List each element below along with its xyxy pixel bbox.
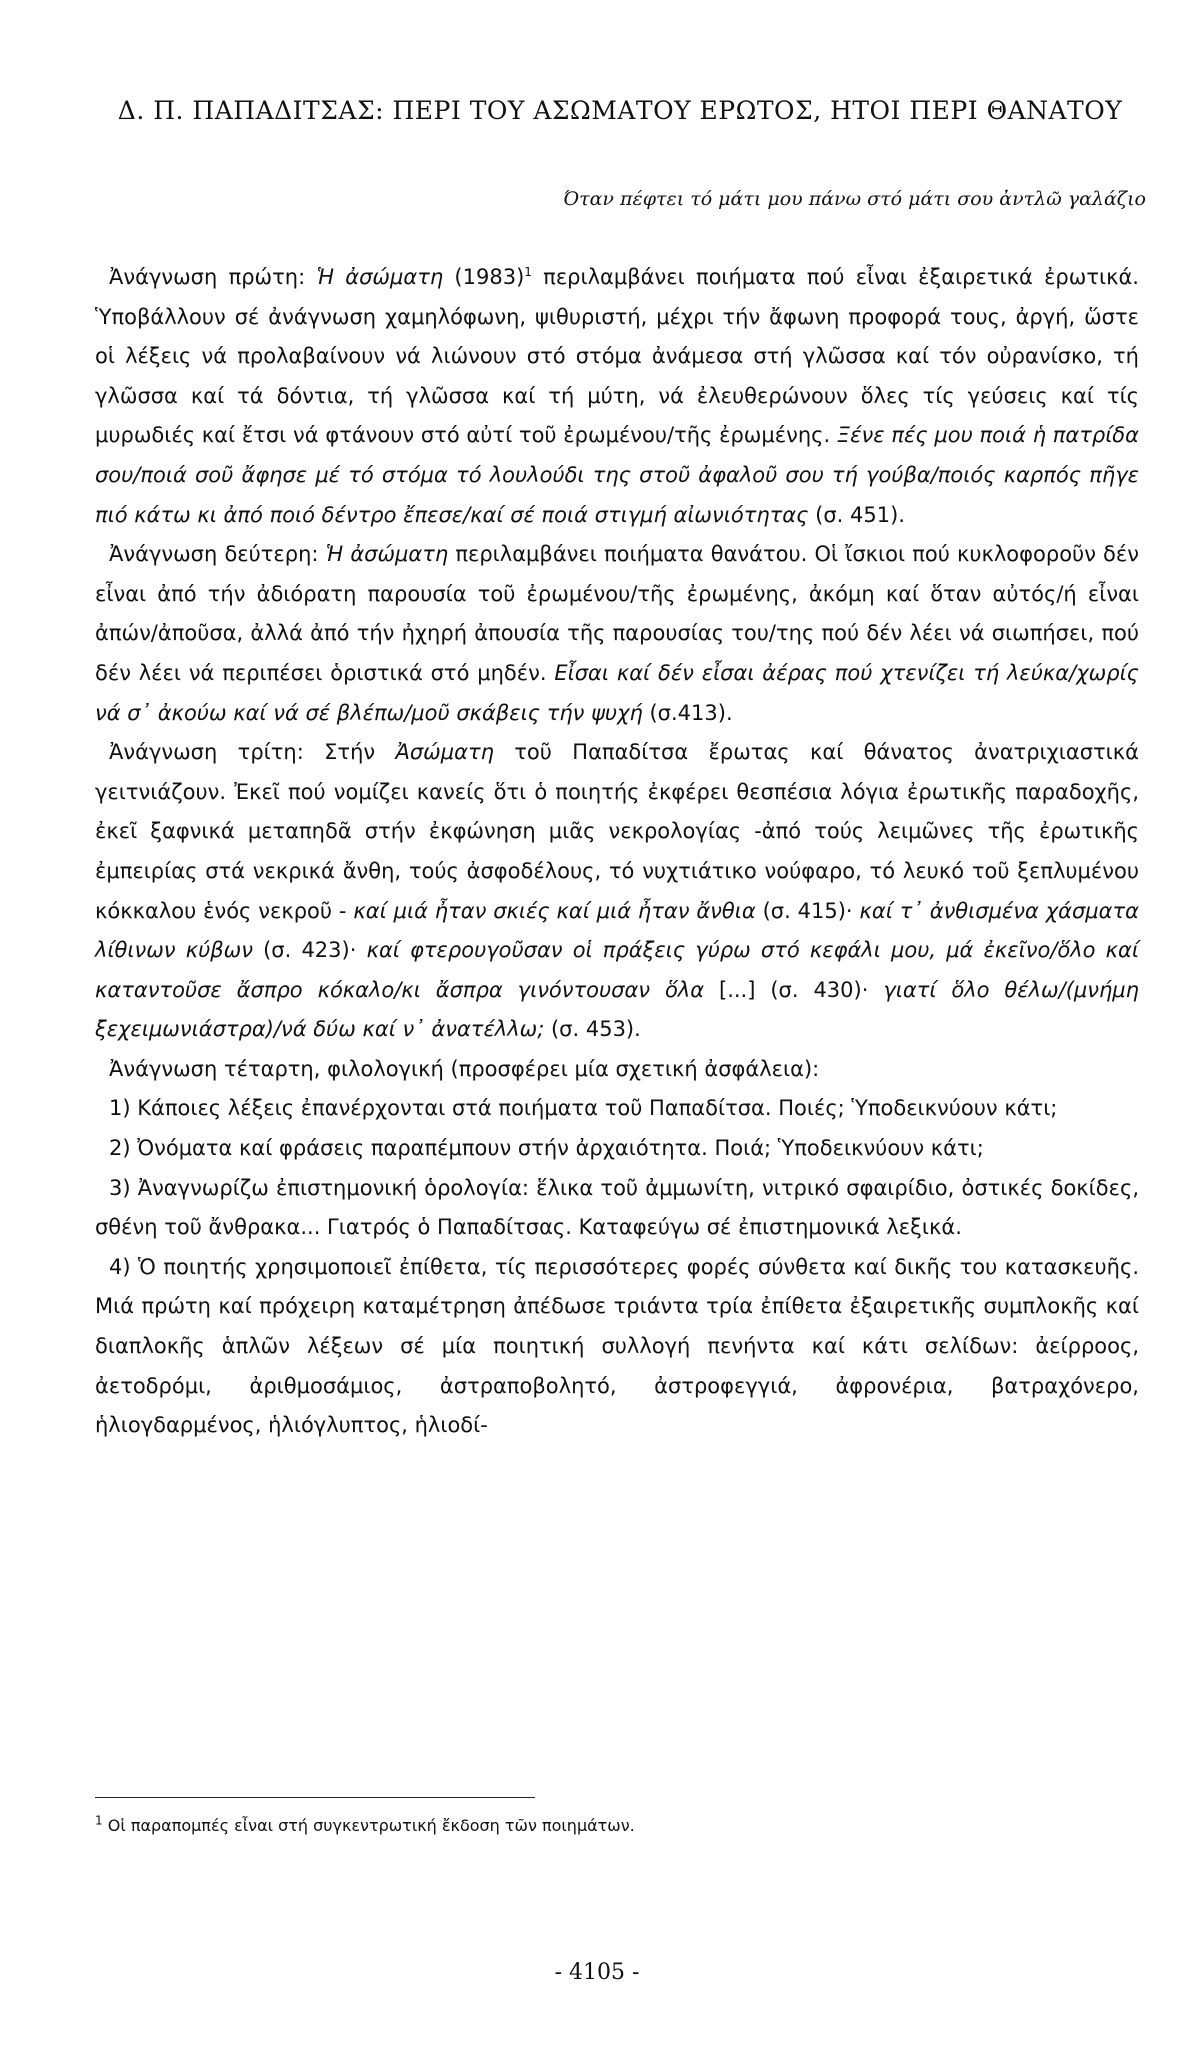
book-title: Ἀσώματη [395,740,494,765]
footnote [95,1813,1139,1835]
text-run: Ἀνάγνωση τρίτη: Στήν [109,740,396,765]
poem-quote: γιατί ὅλο θέλω/(μνήμη ξεχειμωνιάστρα)/νά δύω καί ν᾽ ἀνατέλλω; [95,977,1139,1042]
poem-quote: καί μιά ἦταν σκιές καί μιά ἦταν ἄνθια [353,898,756,923]
paragraph-reading-two [95,535,1139,733]
list-item-2: 2) Ὀνόματα καί φράσεις παραπέμπουν στήν ἀρχαιότητα. Ποιά; Ὑποδεικνύουν κάτι; [109,1136,984,1161]
footnote-mark: 1 [95,1813,103,1828]
text-run: (1983) [443,265,525,289]
list-item-4: 4) Ὁ ποιητής χρησιμοποιεῖ ἐπίθετα, τίς περισσότερες φορές σύνθετα καί δικῆς του κατασκευῆς. Μιά πρώτη καί πρόχειρη καταμέτρηση ἀπέδωσε τριάντα τρία ἐπίθετα ἐξαιρετικῆς συμπλοκῆς καί διαπλοκῆς ἁπλῶν λέξεων σέ μία ποιητική συλλογή πενήντα καί κάτι σελίδων: ἀείρροος, ἀετοδρόμι, ἀριθμοσάμιος, ἀστραποβολητό, ἀστροφεγγιά, ἀφρονέρια, βατραχόνερο, ἡλιογδαρμένος, ἡλιόγλυπτος, ἡλιοδί- [95,1254,1139,1438]
list-item-3: 3) Ἀναγνωρίζω ἐπιστημονική ὁρολογία: ἕλικα τοῦ ἀμμωνίτη, νιτρικό σφαιρίδιο, ὀστικές δοκίδες, σθένη τοῦ ἄνθρακα... Γιατρός ὁ Παπαδίτσας. Καταφεύγω σέ ἐπιστημονικά λεξικά. [95,1175,1139,1240]
footnote-divider [95,1797,535,1798]
text-run: (σ. 423)· [252,938,367,963]
running-header: Δ. Π. ΠΑΠΑΔΙΤΣΑΣ: ΠΕΡΙ ΤΟΥ ΑΣΩΜΑΤΟΥ ΕΡΩΤΟΣ, ΗΤΟΙ ΠΕΡΙ ΘΑΝΑΤΟΥ [117,96,1123,125]
footnote-text: Οἱ παραπομπές εἶναι στή συγκεντρωτική ἔκδοση τῶν ποιημάτων. [102,1816,635,1835]
epigraph: Όταν πέφτει τό μάτι μου πάνω στό μάτι σου ἀντλῶ γαλάζιο [563,188,1146,210]
paragraph-reading-one [95,258,1139,535]
book-title: Ἡ ἀσώματη [325,542,449,567]
text-run: περιλαμβάνει ποιήματα πού εἶναι ἐξαιρετικά ἐρωτικά. Ὑποβάλλουν σέ ἀνάγνωση χαμηλόφωνη, ψιθυριστή, μέχρι τήν ἄφωνη προφορά τους, ἀργή, ὥστε οἱ λέξεις νά προλαβαίνουν νά λιώνουν στό στόμα ἀνάμεσα στή γλῶσσα καί τόν οὐρανίσκο, τή γλῶσσα καί τά δόντια, τή γλῶσσα καί τή μύτη, νά ἐλευθερώνουν ὅλες τίς γεύσεις καί τίς μυρωδιές καί ἔτσι νά φτάνουν στό αὐτί τοῦ ἐρωμένου/τῆς ἐρωμένης. [95,265,1139,448]
paragraph-reading-four: Ἀνάγνωση τέταρτη, φιλολογική (προσφέρει μία σχετική ἀσφάλεια): [109,1056,820,1081]
poem-quote: Εἶσαι καί δέν εἶσαι ἀέρας πού χτενίζει τή λεύκα/χωρίς νά σ᾽ ἀκούω καί νά σέ βλέπω/μοῦ σκάβεις τήν ψυχή [95,660,1139,725]
page-number: - 4105 - [554,1960,640,1985]
text-run: Ἀνάγνωση πρώτη: [109,265,317,289]
text-run: τοῦ Παπαδίτσα ἔρωτας καί θάνατος ἀνατριχιαστικά γειτνιάζουν. Ἐκεῖ πού νομίζει κανείς ὅτι ὁ ποιητής ἐκφέρει θεσπέσια λόγια ἐρωτικῆς παραδοχῆς, ἐκεῖ ξαφνικά μεταπηδᾶ στήν ἐκφώνηση μιᾶς νεκρολογίας -ἀπό τούς λειμῶνες τῆς ἐρωτικῆς ἐμπειρίας στά νεκρικά ἄνθη, τούς ἀσφοδέλους, τό νυχτιάτικο νούφαρο, τό λευκό τοῦ ξεπλυμένου κόκκαλου ἑνός νεκροῦ - [95,740,1139,923]
footnote-reference: 1 [524,265,532,279]
paragraph-reading-three [95,733,1139,1050]
book-title: Ἡ ἀσώματη [316,265,444,289]
text-run: (σ. 451). [808,502,905,527]
text-run: Ἀνάγνωση δεύτερη: [109,542,326,567]
text-run: (σ. 415)· [755,898,860,923]
poem-quote: καί φτερουγοῦσαν οἱ πράξεις γύρω στό κεφάλι μου, μά ἐκεῖνο/ὅλο καί καταντοῦσε ἄσπρο κόκαλο/κι ἄσπρα γινόντουσαν ὅλα [95,938,1139,1002]
body-text [95,258,1139,1446]
list-item-1: 1) Κάποιες λέξεις ἐπανέρχονται στά ποιήματα τοῦ Παπαδίτσα. Ποιές; Ὑποδεικνύουν κάτι; [109,1096,1058,1121]
poem-quote: καί τ᾽ ἀνθισμένα χάσματα λίθινων κύβων [95,898,1140,963]
text-run: περιλαμβάνει ποιήματα θανάτου. Οἱ ἴσκιοι πού κυκλοφοροῦν δέν εἶναι ἀπό τήν ἀδιόρατη παρουσία τοῦ ἐρωμένου/τῆς ἐρωμένης, ἀκόμη καί ὅταν αὐτός/ή εἶναι ἀπών/ἀποῦσα, ἀλλά ἀπό τήν ἠχηρή ἀπουσία τῆς παρουσίας του/της πού δέν λέει νά σιωπήσει, πού δέν λέει νά περιπέσει ὁριστικά στό μηδέν. [95,542,1139,685]
text-run: (σ. 453). [544,1017,641,1042]
text-run: [...] (σ. 430)· [704,977,884,1002]
poem-quote: Ξένε πές μου ποιά ἡ πατρίδα σου/ποιά σοῦ ἄφησε μέ τό στόμα τό λουλούδι της στοῦ ἀφαλοῦ σου τή γούβα/ποιός καρπός πῆγε πιό κάτω κι ἀπό ποιό δέντρο ἔπεσε/καί σέ ποιά στιγμή αἰωνιότητας [95,423,1140,527]
text-run: (σ.413). [642,700,733,725]
